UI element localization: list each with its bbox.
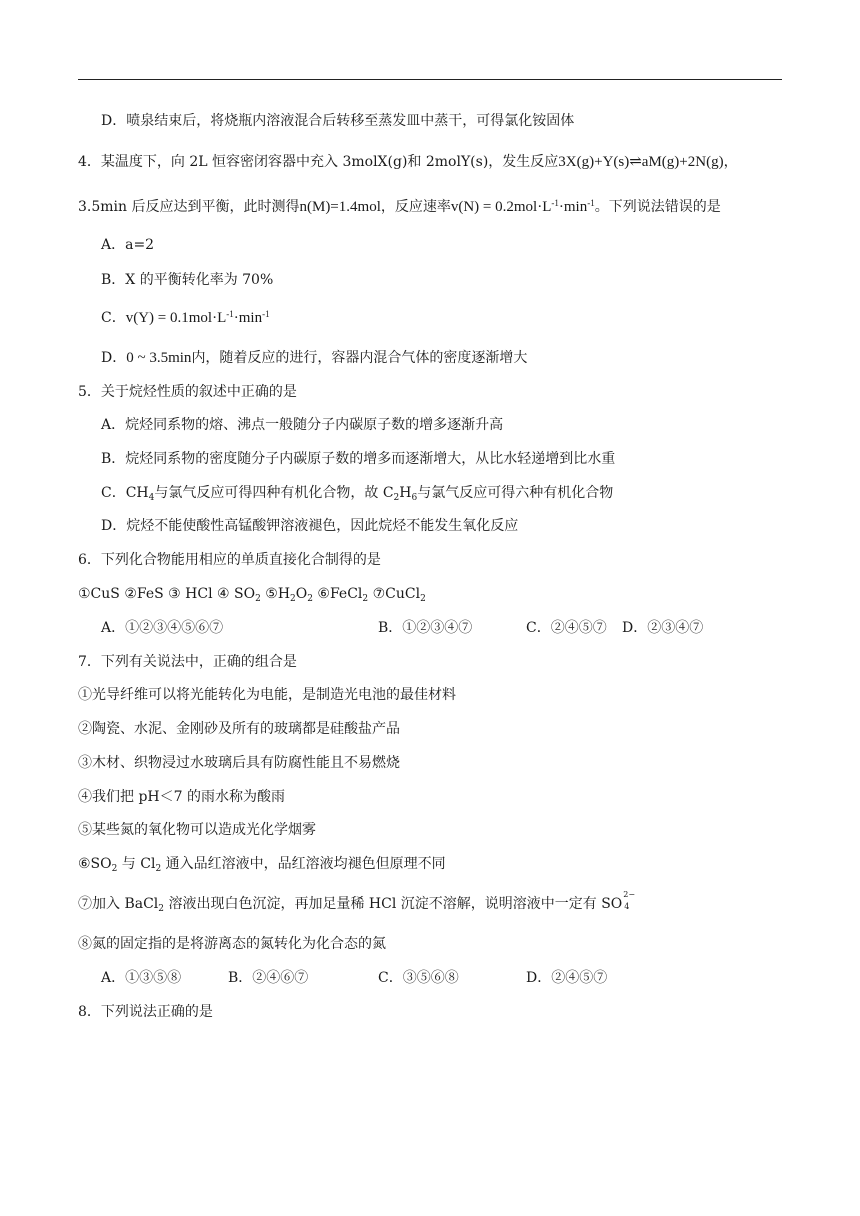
- q4-time-range: 0 ~ 3.5min: [126, 350, 192, 366]
- q5-option-b: B．烷烃同系物的密度随分子内碳原子数的增多而逐渐增大，从比水轻递增到比水重: [101, 451, 616, 467]
- q7-option-d: D．②④⑤⑦: [526, 970, 608, 986]
- q7-statement-4: ④我们把 pH＜7 的雨水称为酸雨: [78, 789, 285, 805]
- q7-stem: 7．下列有关说法中，正确的组合是: [78, 654, 297, 670]
- q4-option-b: B．X 的平衡转化率为 70%: [101, 272, 274, 288]
- q4-vn-expression: $v(N) = 0.2mol\cdot L^{-1}\cdot\min^{-1}$: [450, 198, 595, 215]
- q4-option-d: D．0 ~ 3.5min内，随着反应的进行，容器内混合气体的密度逐渐增大: [101, 350, 528, 366]
- q7-option-b: B．②④⑥⑦: [228, 970, 309, 986]
- q4-stem-text3: ，反应速率: [380, 199, 451, 215]
- q4-nm-expression: n(M)=1.4mol: [299, 199, 381, 215]
- q6-stem: 6．下列化合物能用相应的单质直接化合制得的是: [78, 552, 381, 568]
- q7-option-c: C．③⑤⑥⑧: [378, 970, 459, 986]
- q4-option-c: C．$v(Y) = 0.1mol\cdot L^{-1}\cdot\min^{-1}$: [101, 309, 270, 326]
- q7-statement-7: ⑦加入 BaCl$_2$ 溶液出现白色沉淀，再加足量稀 HCl 沉淀不溶解，说明溶液中一定有 SO 2− 4: [78, 890, 636, 914]
- q8-stem: 8．下列说法正确的是: [78, 1004, 213, 1020]
- q4-stem-line2: [78, 197, 721, 217]
- q6-option-a: A．①②③④⑤⑥⑦: [101, 620, 224, 636]
- q7-statement-8: ⑧氮的固定指的是将游离态的氮转化为化合态的氮: [78, 936, 386, 952]
- q3-option-d: D．喷泉结束后，将烧瓶内溶液混合后转移至蒸发皿中蒸干，可得氯化铵固体: [101, 113, 575, 129]
- q5-stem: 5．关于烷烃性质的叙述中正确的是: [78, 384, 297, 400]
- q4-stem-line1: [78, 152, 738, 172]
- q7-statement-1: ①光导纤维可以将光能转化为电能，是制造光电池的最佳材料: [78, 687, 456, 703]
- q7-statement-2: ②陶瓷、水泥、金刚砂及所有的玻璃都是硅酸盐产品: [78, 721, 400, 737]
- q4-stem-text: 4．某温度下，向 2L 恒容密闭容器中充入 3molX(g)和 2molY(s)，发生反应: [78, 154, 559, 170]
- q7-statement-3: ③木材、织物浸过水玻璃后具有防腐性能且不易燃烧: [78, 755, 400, 771]
- q4-stem-text2: 3.5min 后反应达到平衡，此时测得: [78, 199, 300, 215]
- q4-reaction-equation: 3X(g)+Y(s)⇌aM(g)+2N(g): [558, 154, 724, 170]
- q5-option-d: D．烷烃不能使酸性高锰酸钾溶液褪色，因此烷烃不能发生氧化反应: [101, 518, 519, 534]
- sulfate-charge: 2− 4: [623, 890, 636, 911]
- q6-items: ①CuS ②FeS ③ HCl ④ $SO_2$ $⑤H_2O_2$ ⑥FeCl$_2$ ⑦CuCl$_2$: [78, 586, 426, 604]
- q6-option-c: C．②④⑤⑦: [526, 620, 607, 636]
- q4-stem-punct: ，: [723, 154, 738, 170]
- q4-vy-expression: $v(Y) = 0.1mol\cdot L^{-1}\cdot\min^{-1}$: [125, 309, 270, 326]
- q7-statement-6: $⑥SO_2$ 与 $Cl_2$ 通入品红溶液中，品红溶液均褪色但原理不同: [78, 856, 446, 874]
- q7-statement-5: ⑤某些氮的氧化物可以造成光化学烟雾: [78, 822, 316, 838]
- q5-option-a: A．烷烃同系物的熔、沸点一般随分子内碳原子数的增多逐渐升高: [101, 417, 504, 433]
- q6-option-d: D．②③④⑦: [622, 620, 704, 636]
- q5-option-c: C．$CH_4$与氯气反应可得四种有机化合物，故 $C_2H_6$与氯气反应可得六种有机化合物: [101, 485, 614, 503]
- q6-option-b: B．①②③④⑦: [378, 620, 473, 636]
- q4-option-a: A．a=2: [101, 237, 155, 253]
- q7-option-a: A．①③⑤⑧: [101, 970, 182, 986]
- header-rule: [78, 79, 782, 80]
- q4-stem-text4: 。下列说法错误的是: [594, 199, 721, 215]
